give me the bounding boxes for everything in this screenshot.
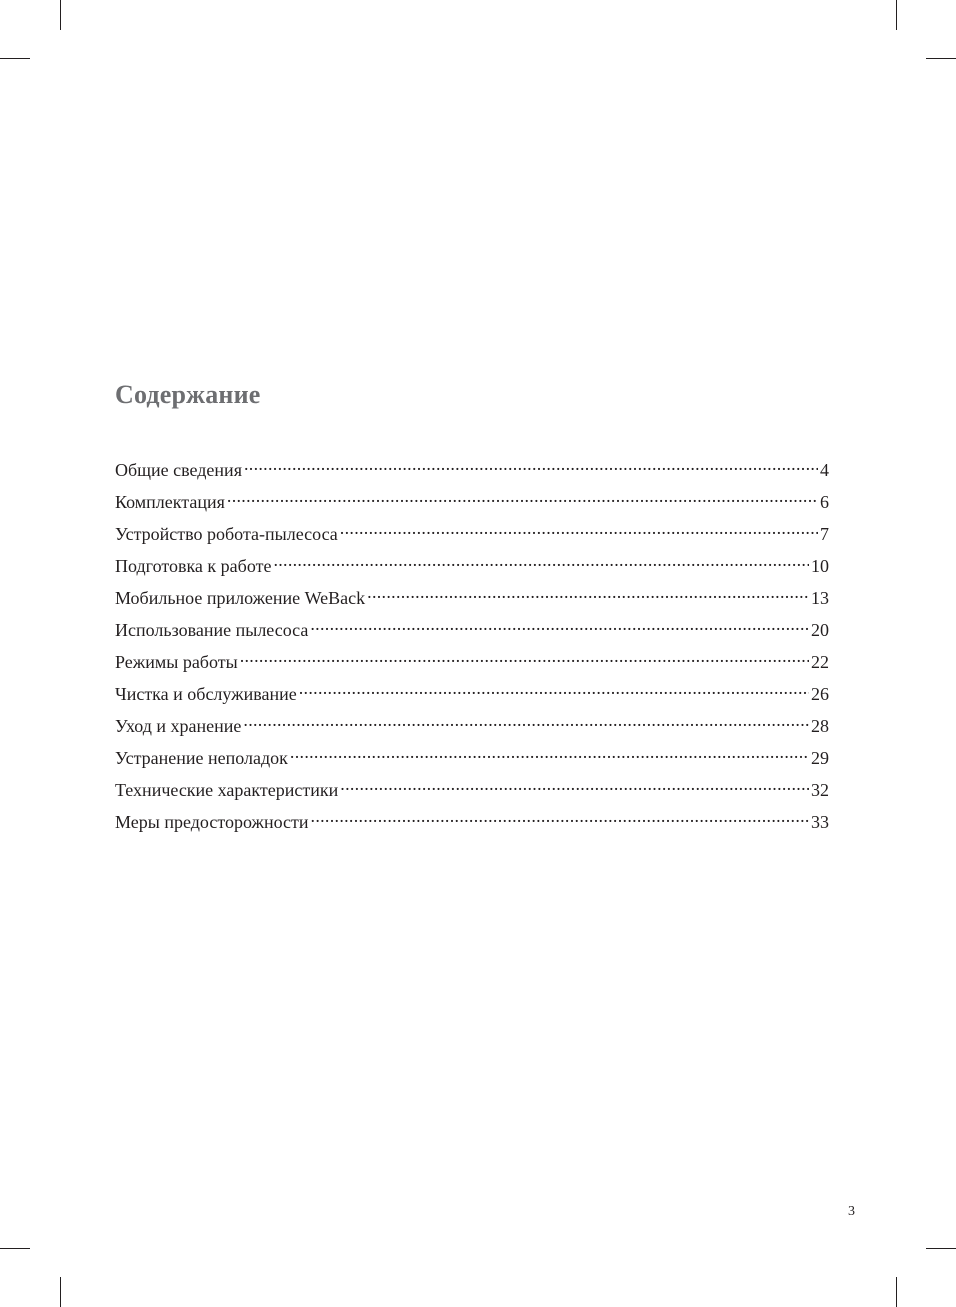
toc-entry-label: Устранение неполадок	[115, 748, 288, 768]
page-number: 3	[848, 1204, 855, 1219]
crop-mark-bottom-left-vertical	[60, 1277, 61, 1307]
toc-entry-care-storage[interactable]	[115, 708, 829, 740]
toc-dot-leader	[367, 580, 809, 604]
toc-entry-page: 4	[820, 460, 829, 480]
toc-entry-label: Устройство робота-пылесоса	[115, 524, 338, 544]
toc-dot-leader	[340, 516, 818, 540]
toc-entry-modes[interactable]	[115, 644, 829, 676]
toc-entry-page: 10	[811, 556, 829, 576]
toc-dot-leader	[243, 708, 809, 732]
toc-entry-page: 22	[811, 652, 829, 672]
toc-entry-page: 13	[811, 588, 829, 608]
toc-entry-page: 33	[811, 812, 829, 832]
toc-entry-page: 26	[811, 684, 829, 704]
toc-entry-page: 20	[811, 620, 829, 640]
toc-entry-label: Чистка и обслуживание	[115, 684, 297, 704]
toc-entry-preparation[interactable]	[115, 548, 829, 580]
toc-entry-device-structure[interactable]	[115, 516, 829, 548]
toc-entry-label: Уход и хранение	[115, 716, 242, 736]
toc-entry-page: 29	[811, 748, 829, 768]
toc-dot-leader	[310, 612, 809, 636]
toc-entry-general-info[interactable]	[115, 452, 829, 484]
crop-mark-top-right-horizontal	[926, 58, 956, 59]
toc-dot-leader	[244, 452, 818, 476]
crop-mark-bottom-right-horizontal	[926, 1248, 956, 1249]
toc-entry-safety[interactable]	[115, 804, 829, 836]
toc-dot-leader	[240, 644, 809, 668]
toc-dot-leader	[340, 772, 809, 796]
toc-title: Содержание	[115, 380, 261, 409]
toc-entry-mobile-app[interactable]	[115, 580, 829, 612]
toc-list	[115, 452, 829, 836]
toc-entry-specifications[interactable]	[115, 772, 829, 804]
toc-entry-cleaning[interactable]	[115, 676, 829, 708]
toc-entry-label: Мобильное приложение WeBack	[115, 588, 366, 608]
toc-dot-leader	[290, 740, 809, 764]
toc-dot-leader	[273, 548, 809, 572]
toc-entry-label: Общие сведения	[115, 460, 242, 480]
toc-entry-page: 28	[811, 716, 829, 736]
toc-entry-label: Подготовка к работе	[115, 556, 272, 576]
toc-entry-package-contents[interactable]	[115, 484, 829, 516]
crop-mark-top-left-horizontal	[0, 58, 30, 59]
toc-entry-label: Комплектация	[115, 492, 225, 512]
toc-entry-page: 6	[820, 492, 829, 512]
crop-mark-top-right-vertical	[896, 0, 897, 30]
toc-entry-troubleshooting[interactable]	[115, 740, 829, 772]
toc-entry-label: Технические характеристики	[115, 780, 339, 800]
crop-mark-top-left-vertical	[60, 0, 61, 30]
crop-mark-bottom-right-vertical	[896, 1277, 897, 1307]
toc-entry-page: 7	[820, 524, 829, 544]
toc-dot-leader	[227, 484, 818, 508]
toc-entry-usage[interactable]	[115, 612, 829, 644]
toc-entry-label: Использование пылесоса	[115, 620, 309, 640]
toc-entry-label: Меры предосторожности	[115, 812, 309, 832]
toc-entry-label: Режимы работы	[115, 652, 238, 672]
toc-dot-leader	[311, 804, 809, 828]
toc-entry-page: 32	[811, 780, 829, 800]
toc-dot-leader	[299, 676, 809, 700]
crop-mark-bottom-left-horizontal	[0, 1248, 30, 1249]
